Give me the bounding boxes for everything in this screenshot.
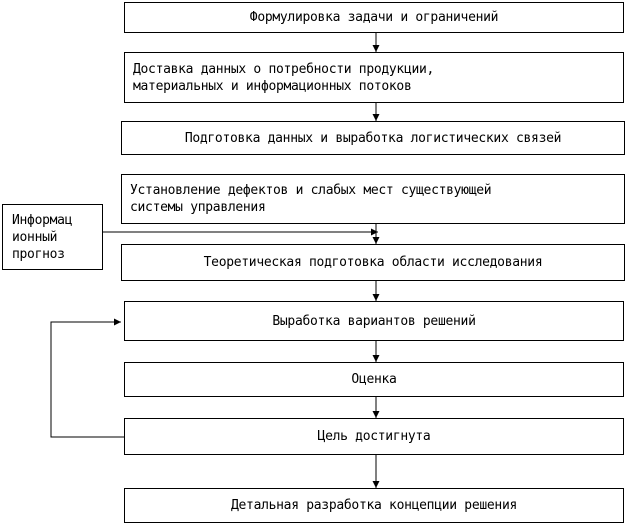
side-input-box bbox=[2, 204, 103, 270]
flow-step-8 bbox=[124, 418, 624, 455]
flow-step-8-label: Цель достигнута bbox=[317, 429, 431, 444]
flow-step-9 bbox=[124, 488, 624, 523]
flow-step-7-label: Оценка bbox=[351, 372, 397, 387]
feedback-loop bbox=[51, 322, 124, 437]
flow-step-2-label: Доставка данных о потребности продукции, материальных и информационных потоков bbox=[133, 61, 435, 94]
flow-step-4 bbox=[121, 174, 625, 224]
flow-step-7 bbox=[124, 362, 624, 397]
flow-step-2 bbox=[124, 52, 624, 103]
flow-step-6 bbox=[124, 301, 624, 341]
flow-step-5-label: Теоретическая подготовка области исследования bbox=[203, 255, 543, 270]
flow-step-1 bbox=[124, 2, 624, 33]
flow-step-9-label: Детальная разработка концепции решения bbox=[230, 498, 517, 513]
flow-step-3 bbox=[121, 121, 625, 155]
flow-step-1-label: Формулировка задачи и ограничений bbox=[249, 10, 499, 25]
flow-step-4-label: Установление дефектов и слабых мест существующей системы управления bbox=[130, 183, 492, 215]
side-input-label: Информац ионный прогноз bbox=[12, 212, 73, 262]
flow-step-6-label: Выработка вариантов решений bbox=[272, 313, 476, 329]
flow-step-5 bbox=[121, 244, 625, 281]
flow-step-3-label: Подготовка данных и выработка логистических связей bbox=[184, 130, 562, 146]
